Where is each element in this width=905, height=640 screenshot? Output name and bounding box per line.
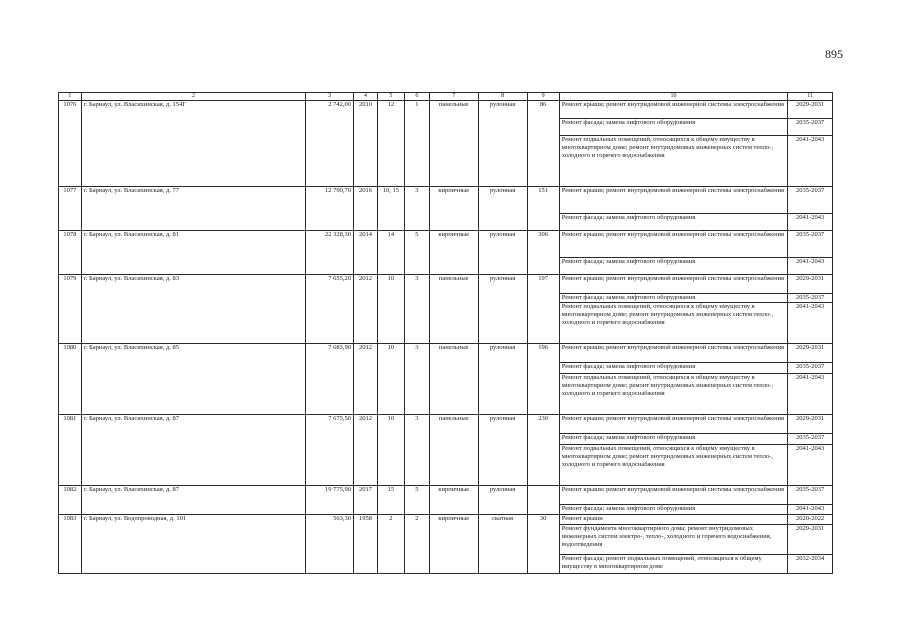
record-number: 1077	[59, 187, 82, 231]
floors-cell: 2	[377, 515, 404, 574]
table-row	[59, 415, 833, 434]
column-number: 1	[59, 93, 82, 101]
address-cell: г. Барнаул, ул. Власихинская, д. 87	[81, 486, 305, 515]
wall-material-cell: панельные	[429, 344, 478, 415]
work-period-cell: 2035-2037	[788, 363, 833, 374]
area-cell: 563,30	[306, 515, 354, 574]
area-cell: 7 655,20	[306, 275, 354, 344]
wall-material-cell: кирпичные	[429, 515, 478, 574]
column-number: 2	[81, 93, 305, 101]
work-description-cell: Ремонт крыши; ремонт внутридомовой инженерной системы электроснабжения	[559, 275, 788, 294]
year-cell: 2012	[354, 275, 378, 344]
year-cell: 2012	[354, 415, 378, 486]
year-cell: 2012	[354, 344, 378, 415]
roof-type-cell: рулонная	[478, 344, 527, 415]
area-cell: 22 328,30	[306, 231, 354, 275]
record-number: 1083	[59, 515, 82, 574]
work-period-cell: 2029-2031	[788, 415, 833, 434]
work-period-cell: 2035-2037	[788, 434, 833, 445]
work-description-cell: Ремонт крыши; ремонт внутридомовой инженерной системы электроснабжения	[559, 187, 788, 214]
table-row	[59, 275, 833, 294]
work-period-cell: 2029-2031	[788, 101, 833, 119]
record-number: 1078	[59, 231, 82, 275]
column-number: 4	[354, 93, 378, 101]
entrances-cell: 2	[404, 515, 429, 574]
units-cell: 197	[527, 275, 559, 344]
table-row	[59, 231, 833, 258]
work-description-cell: Ремонт фасада; замена лифтового оборудования	[559, 363, 788, 374]
address-cell: г. Барнаул, ул. Власихинская, д. 87	[81, 415, 305, 486]
housing-registry-table	[58, 92, 833, 574]
column-number: 7	[429, 93, 478, 101]
wall-material-cell: панельные	[429, 101, 478, 187]
floors-cell: 15	[377, 486, 404, 515]
record-number: 1080	[59, 344, 82, 415]
page-number: 895	[825, 47, 843, 61]
year-cell: 1958	[354, 515, 378, 574]
work-period-cell: 2041-2043	[788, 303, 833, 344]
work-description-cell: Ремонт фасада; замена лифтового оборудования	[559, 214, 788, 231]
work-period-cell: 2032-2034	[788, 555, 833, 574]
work-description-cell: Ремонт крыши	[559, 515, 788, 525]
units-cell: 230	[527, 415, 559, 486]
units-cell: 30	[527, 515, 559, 574]
table-row	[59, 515, 833, 525]
year-cell: 2016	[354, 187, 378, 231]
entrances-cell: 1	[404, 101, 429, 187]
work-description-cell: Ремонт подвальных помещений, относящихся к общему имуществу в многоквартирном доме; ремонт внутридомовых инженерных систем тепло-, холодного и горячего водоснабжения	[559, 303, 788, 344]
area-cell: 2 742,00	[306, 101, 354, 187]
wall-material-cell: кирпичные	[429, 187, 478, 231]
roof-type-cell: рулонная	[478, 231, 527, 275]
column-number: 5	[377, 93, 404, 101]
work-description-cell: Ремонт крыши; ремонт внутридомовой инженерной системы электроснабжения	[559, 415, 788, 434]
entrances-cell: 3	[404, 344, 429, 415]
record-number: 1081	[59, 415, 82, 486]
floors-cell: 10	[377, 415, 404, 486]
floors-cell: 14	[377, 231, 404, 275]
column-number: 10	[559, 93, 788, 101]
units-cell	[527, 486, 559, 515]
wall-material-cell: панельные	[429, 275, 478, 344]
area-cell: 7 675,50	[306, 415, 354, 486]
entrances-cell: 5	[404, 231, 429, 275]
record-number: 1079	[59, 275, 82, 344]
entrances-cell: 3	[404, 415, 429, 486]
work-period-cell: 2041-2043	[788, 374, 833, 415]
year-cell: 2017	[354, 486, 378, 515]
work-description-cell: Ремонт фасада; замена лифтового оборудования	[559, 294, 788, 303]
work-period-cell: 2041-2043	[788, 445, 833, 486]
wall-material-cell: кирпичные	[429, 486, 478, 515]
column-number: 8	[478, 93, 527, 101]
column-number: 3	[306, 93, 354, 101]
table-row	[59, 101, 833, 119]
work-period-cell: 2029-2031	[788, 344, 833, 363]
year-cell: 2014	[354, 231, 378, 275]
address-cell: г. Барнаул, ул. Власихинская, д. 81	[81, 231, 305, 275]
work-description-cell: Ремонт крыши; ремонт внутридомовой инженерной системы электроснабжения	[559, 344, 788, 363]
work-description-cell: Ремонт подвальных помещений, относящихся к общему имуществу в многоквартирном доме; ремонт внутридомовых инженерных систем тепло-, холодного и горячего водоснабжения	[559, 374, 788, 415]
roof-type-cell: скатная	[478, 515, 527, 574]
work-description-cell: Ремонт крыши; ремонт внутридомовой инженерной системы электроснабжения	[559, 231, 788, 258]
work-period-cell: 2029-2031	[788, 525, 833, 555]
entrances-cell: 3	[404, 275, 429, 344]
work-period-cell: 2035-2037	[788, 231, 833, 258]
work-period-cell: 2035-2037	[788, 294, 833, 303]
roof-type-cell: рулонная	[478, 275, 527, 344]
table-row	[59, 486, 833, 505]
address-cell: г. Барнаул, ул. Власихинская, д. 85	[81, 344, 305, 415]
record-number: 1076	[59, 101, 82, 187]
floors-cell: 12	[377, 101, 404, 187]
entrances-cell: 5	[404, 486, 429, 515]
work-period-cell: 2029-2031	[788, 275, 833, 294]
work-description-cell: Ремонт фасада; замена лифтового оборудования	[559, 258, 788, 275]
column-number: 11	[788, 93, 833, 101]
work-period-cell: 2041-2043	[788, 505, 833, 515]
work-description-cell: Ремонт фасада; замена лифтового оборудования	[559, 434, 788, 445]
work-period-cell: 2041-2043	[788, 136, 833, 187]
work-description-cell: Ремонт фасада; замена лифтового оборудования	[559, 505, 788, 515]
column-number: 6	[404, 93, 429, 101]
address-cell: г. Барнаул, ул. Власихинская, д. 83	[81, 275, 305, 344]
units-cell: 306	[527, 231, 559, 275]
column-number: 9	[527, 93, 559, 101]
entrances-cell: 3	[404, 187, 429, 231]
address-cell: г. Барнаул, ул. Водопроводная, д. 101	[81, 515, 305, 574]
work-description-cell: Ремонт фасада; замена лифтового оборудования	[559, 119, 788, 136]
record-number: 1082	[59, 486, 82, 515]
area-cell: 7 683,90	[306, 344, 354, 415]
work-description-cell: Ремонт подвальных помещений, относящихся к общему имуществу в многоквартирном доме; ремонт внутридомовых инженерных систем тепло-, холодного и горячего водоснабжения	[559, 136, 788, 187]
roof-type-cell: рулонная	[478, 415, 527, 486]
units-cell: 196	[527, 344, 559, 415]
address-cell: г. Барнаул, ул. Власихинская, д. 154Г	[81, 101, 305, 187]
work-description-cell: Ремонт крыши; ремонт внутридомовой инженерной системы электроснабжения	[559, 486, 788, 505]
work-description-cell: Ремонт крыши; ремонт внутридомовой инженерной системы электроснабжения	[559, 101, 788, 119]
work-description-cell: Ремонт фундамента многоквартирного дома; ремонт внутридомовых инженерных систем электро-, тепло-, холодного и горячего водоснабжения, водоотведения	[559, 525, 788, 555]
work-period-cell: 2041-2043	[788, 258, 833, 275]
units-cell: 151	[527, 187, 559, 231]
table-row	[59, 187, 833, 214]
address-cell: г. Барнаул, ул. Власихинская, д. 77	[81, 187, 305, 231]
area-cell: 12 790,70	[306, 187, 354, 231]
floors-cell: 10	[377, 275, 404, 344]
work-description-cell: Ремонт подвальных помещений, относящихся к общему имуществу в многоквартирном доме; ремонт внутридомовых инженерных систем тепло-, холодного и горячего водоснабжения	[559, 445, 788, 486]
work-period-cell: 2035-2037	[788, 119, 833, 136]
area-cell: 19 775,90	[306, 486, 354, 515]
roof-type-cell: рулонная	[478, 486, 527, 515]
column-number-row	[59, 93, 833, 101]
work-period-cell: 2035-2037	[788, 486, 833, 505]
roof-type-cell: рулонная	[478, 101, 527, 187]
wall-material-cell: панельные	[429, 415, 478, 486]
year-cell: 2010	[354, 101, 378, 187]
floors-cell: 10	[377, 344, 404, 415]
floors-cell: 10, 15	[377, 187, 404, 231]
work-period-cell: 2041-2043	[788, 214, 833, 231]
wall-material-cell: кирпичные	[429, 231, 478, 275]
roof-type-cell: рулонная	[478, 187, 527, 231]
table-row	[59, 344, 833, 363]
work-description-cell: Ремонт фасада; ремонт подвальных помещений, относящихся к общему имуществу в многоквартирном доме	[559, 555, 788, 574]
work-period-cell: 2035-2037	[788, 187, 833, 214]
work-period-cell: 2020-2022	[788, 515, 833, 525]
units-cell: 86	[527, 101, 559, 187]
